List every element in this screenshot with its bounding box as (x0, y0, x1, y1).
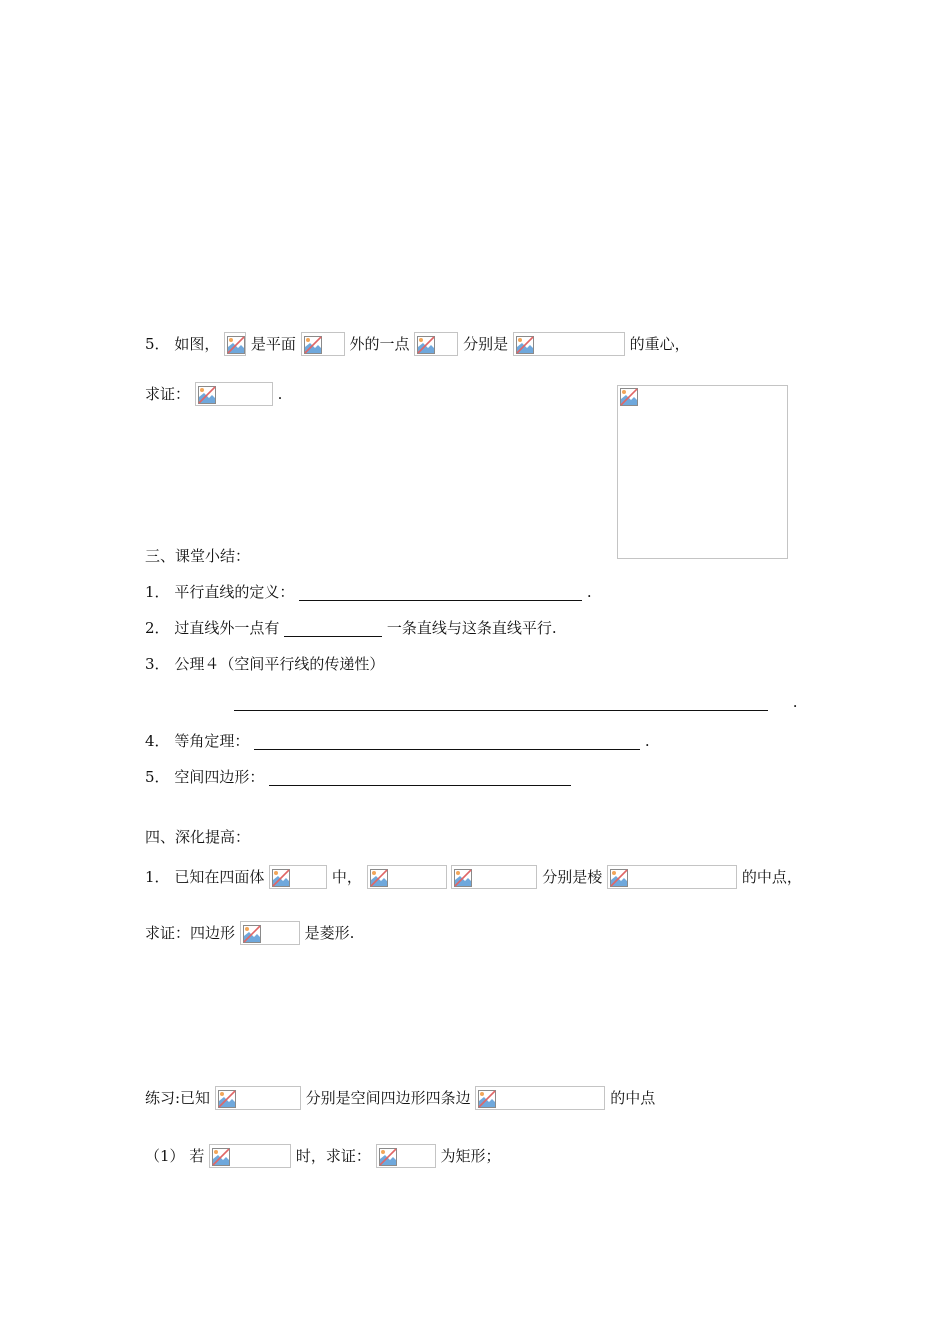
text: . (277, 385, 283, 403)
proof-label: 求证： (145, 385, 191, 403)
text: 的中点， (741, 868, 802, 886)
text: 分别是棱 (542, 868, 603, 886)
item-end: . (792, 693, 798, 711)
item-text: 一条直线与这条直线平行. (386, 619, 557, 637)
text: 的中点 (610, 1089, 656, 1107)
text: 时，求证： (295, 1147, 371, 1165)
text: 若 (189, 1147, 205, 1165)
problem-5-line (145, 332, 690, 362)
text: 的重心， (629, 335, 690, 353)
text: 是平面 (250, 335, 296, 353)
text: 分别是 (463, 335, 509, 353)
summary-item-5 (145, 767, 571, 797)
formula-image (240, 921, 300, 945)
item-number: 4． (145, 732, 170, 750)
deepen-problem-1-proof (145, 921, 354, 951)
text: 分别是空间四边形四条边 (305, 1089, 471, 1107)
broken-image-icon (370, 869, 388, 887)
summary-item-2 (145, 618, 557, 648)
formula-image (367, 865, 447, 889)
broken-image-icon (379, 1148, 397, 1166)
formula-image (414, 332, 458, 356)
answer-blank (254, 733, 640, 750)
section-heading: 四、深化提高： (145, 828, 251, 846)
broken-image-icon (227, 336, 245, 354)
item-end: . (586, 583, 592, 601)
formula-image (301, 332, 345, 356)
summary-heading-line (145, 546, 250, 576)
text: 求证：四边形 (145, 924, 236, 942)
summary-item-3-blank-line (234, 692, 798, 722)
exercise-line (145, 1086, 655, 1116)
item-text: 过直线外一点有 (174, 619, 280, 637)
formula-image (215, 1086, 301, 1110)
problem-5-proof (145, 382, 282, 412)
item-end: . (644, 732, 650, 750)
formula-image (376, 1144, 436, 1168)
broken-image-icon (516, 336, 534, 354)
section-heading: 三、课堂小结： (145, 547, 251, 565)
broken-image-icon (454, 869, 472, 887)
summary-item-3 (145, 654, 384, 684)
part-number: （1） (145, 1147, 185, 1165)
text: 如图， (174, 335, 220, 353)
item-number: 2． (145, 619, 170, 637)
figure-image (617, 385, 788, 559)
text: 中， (331, 868, 362, 886)
item-text: 空间四边形： (174, 768, 265, 786)
answer-blank (234, 694, 768, 711)
answer-blank (284, 620, 382, 637)
problem-number: 5． (145, 335, 170, 353)
formula-image (209, 1144, 291, 1168)
formula-image (475, 1086, 605, 1110)
summary-item-4 (145, 731, 650, 761)
broken-image-icon (218, 1090, 236, 1108)
text: 为矩形； (440, 1147, 501, 1165)
exercise-part-1 (145, 1144, 501, 1174)
broken-image-icon (620, 388, 638, 406)
answer-blank (299, 584, 582, 601)
broken-image-icon (610, 869, 628, 887)
formula-image (607, 865, 737, 889)
text: 是菱形. (304, 924, 355, 942)
formula-image (513, 332, 625, 356)
item-text: 等角定理： (174, 732, 250, 750)
broken-image-icon (478, 1090, 496, 1108)
broken-image-icon (272, 869, 290, 887)
item-text: 平行直线的定义： (174, 583, 295, 601)
formula-image (195, 382, 273, 406)
formula-image (269, 865, 327, 889)
item-number: 1． (145, 583, 170, 601)
broken-image-icon (304, 336, 322, 354)
broken-image-icon (198, 386, 216, 404)
answer-blank (269, 769, 571, 786)
text: 已知在四面体 (174, 868, 265, 886)
broken-image-icon (212, 1148, 230, 1166)
deepen-problem-1 (145, 865, 802, 895)
problem-number: 1． (145, 868, 170, 886)
item-number: 5． (145, 768, 170, 786)
item-text: 公理４（空间平行线的传递性） (174, 655, 385, 673)
text: 外的一点 (349, 335, 410, 353)
text: 练习:已知 (145, 1089, 211, 1107)
broken-image-icon (417, 336, 435, 354)
item-number: 3． (145, 655, 170, 673)
deepen-heading-line (145, 827, 250, 857)
summary-item-1 (145, 582, 592, 612)
broken-image-icon (243, 925, 261, 943)
formula-image (224, 332, 246, 356)
formula-image (451, 865, 537, 889)
